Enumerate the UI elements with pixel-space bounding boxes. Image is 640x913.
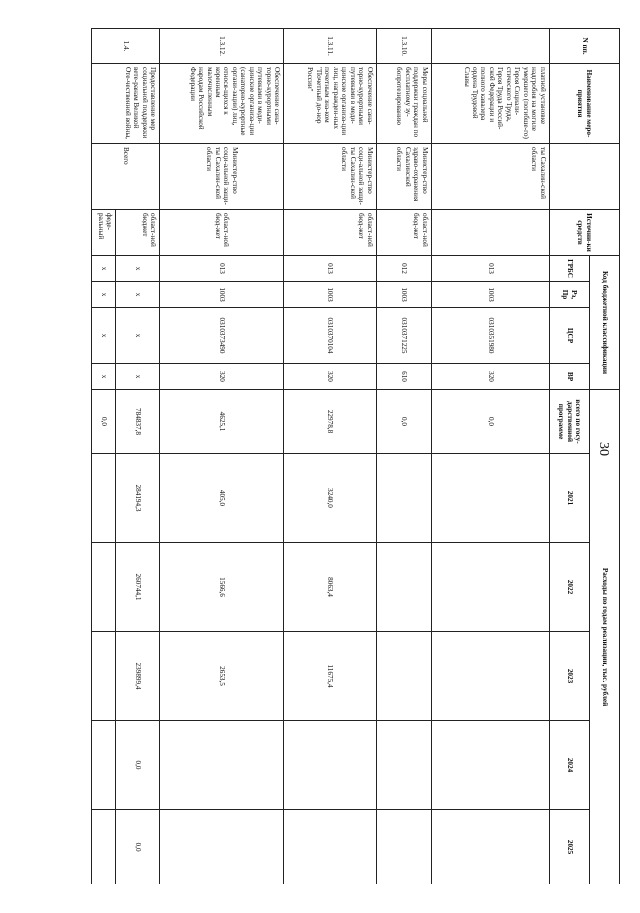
row-csr: 0310370104 bbox=[284, 308, 376, 364]
budget-code-header: Код бюджетной классификации bbox=[589, 256, 619, 390]
row-2021 bbox=[92, 454, 116, 543]
row-2025 bbox=[376, 810, 431, 884]
row-2021: 405,0 bbox=[160, 454, 284, 543]
row-name: Предоставление мер социальной поддержки вете-ранам Великой Оте-чественной войны, bbox=[92, 64, 160, 144]
row-source: област-ной бюд-жет bbox=[160, 210, 284, 256]
row-2025 bbox=[284, 810, 376, 884]
row-total: 0,0 bbox=[92, 390, 116, 454]
row-2025 bbox=[160, 810, 284, 884]
table-row bbox=[116, 29, 160, 885]
row-vr: х bbox=[92, 364, 116, 390]
row-grbs: 012 bbox=[376, 256, 431, 282]
row-grbs: 013 bbox=[431, 256, 549, 282]
header-row-1 bbox=[589, 29, 619, 885]
row-executor: Всего bbox=[92, 144, 160, 210]
row-total: 4625,1 bbox=[160, 390, 284, 454]
row-rzpr: 1003 bbox=[431, 282, 549, 308]
row-rzpr: х bbox=[116, 282, 160, 308]
row-num: 1.3.12. bbox=[160, 29, 284, 64]
row-vr: 610 bbox=[376, 364, 431, 390]
table-row bbox=[376, 29, 431, 885]
row-num: 1.3.10. bbox=[376, 29, 431, 64]
budget-table bbox=[91, 28, 620, 884]
row-total: 784837,8 bbox=[116, 390, 160, 454]
row-grbs: 013 bbox=[284, 256, 376, 282]
row-2024 bbox=[376, 721, 431, 810]
col-2022-header: 2022 bbox=[549, 543, 589, 632]
row-name: Меры социальной поддержки граждан по бесплатному зу-бопротезированию bbox=[376, 64, 431, 144]
row-2022: 260744,1 bbox=[116, 543, 160, 632]
row-2023 bbox=[431, 632, 549, 721]
row-csr: 0310371225 bbox=[376, 308, 431, 364]
row-2023: 2653,5 bbox=[160, 632, 284, 721]
row-vr: 320 bbox=[431, 364, 549, 390]
col-name-header: Наименование меро-приятия bbox=[549, 64, 619, 144]
row-vr: 320 bbox=[160, 364, 284, 390]
row-2023: 11675,4 bbox=[284, 632, 376, 721]
row-2023 bbox=[376, 632, 431, 721]
row-2022 bbox=[376, 543, 431, 632]
row-2022 bbox=[431, 543, 549, 632]
row-name: Обеспечение сана-торно-курортными путевками в меди-цинские организа-ции лиц, награжден-ных почетным зна-ком "Почетный до-нор России" bbox=[284, 64, 376, 144]
row-2024 bbox=[431, 721, 549, 810]
row-total: 22978,8 bbox=[284, 390, 376, 454]
row-csr: 0310351980 bbox=[431, 308, 549, 364]
col-num-header: N пп. bbox=[549, 29, 619, 64]
col-csr-header: ЦСР bbox=[549, 308, 589, 364]
row-2023: 239899,4 bbox=[116, 632, 160, 721]
row-executor: Министер-ство соци-альной защи-ты Сахалин-ской области bbox=[284, 144, 376, 210]
row-csr: х bbox=[92, 308, 116, 364]
row-executor: ты Сахалин-ской области bbox=[431, 144, 549, 210]
row-2022: 1566,6 bbox=[160, 543, 284, 632]
row-name: Обеспечение сана-торно-курортными путевками в меди-цинские организа-ции (санаторно-курортные органи-зации) лиц, относя-щихся к коренным малочисленным народам Российской Федерации bbox=[160, 64, 284, 144]
row-2021 bbox=[376, 454, 431, 543]
col-source-header: Источни-ки средств bbox=[549, 210, 619, 256]
row-2025 bbox=[92, 810, 116, 884]
row-num: 1.4. bbox=[92, 29, 160, 64]
row-2024 bbox=[160, 721, 284, 810]
row-2025: 0,0 bbox=[116, 810, 160, 884]
row-2021: 3240,0 bbox=[284, 454, 376, 543]
row-2023 bbox=[92, 632, 116, 721]
row-source: феде-ральный bbox=[92, 210, 116, 256]
row-num: 1.3.11. bbox=[284, 29, 376, 64]
col-executor-header bbox=[549, 144, 619, 210]
row-num bbox=[431, 29, 549, 64]
row-grbs: 013 bbox=[160, 256, 284, 282]
row-source: област-ной бюд-жет bbox=[376, 210, 431, 256]
expenses-header: Расходы по годам реализации, тыс. рублей bbox=[589, 390, 619, 884]
row-source: област-ной бюджет bbox=[116, 210, 160, 256]
rotated-table-wrapper bbox=[91, 28, 620, 884]
col-2024-header: 2024 bbox=[549, 721, 589, 810]
row-executor: Министер-ство соци-альной защи-ты Сахалин-ской области bbox=[160, 144, 284, 210]
row-rzpr: 1003 bbox=[376, 282, 431, 308]
row-executor: Министер-ство здраво-охранения Сахалинской области bbox=[376, 144, 431, 210]
row-2024: 0,0 bbox=[116, 721, 160, 810]
table-row bbox=[431, 29, 549, 885]
table-row bbox=[284, 29, 376, 885]
row-source bbox=[431, 210, 549, 256]
col-2023-header: 2023 bbox=[549, 632, 589, 721]
col-vr-header: ВР bbox=[549, 364, 589, 390]
row-source: област-ной бюд-жет bbox=[284, 210, 376, 256]
col-grbs-header: ГРБС bbox=[549, 256, 589, 282]
col-total-header: всего по госу-дарственной программе bbox=[549, 390, 589, 454]
row-total: 0,0 bbox=[431, 390, 549, 454]
row-total: 0,0 bbox=[376, 390, 431, 454]
row-2024 bbox=[92, 721, 116, 810]
row-rzpr: 1003 bbox=[284, 282, 376, 308]
row-rzpr: 1003 bbox=[160, 282, 284, 308]
row-2024 bbox=[284, 721, 376, 810]
row-name: платной установке надгробия на могиле умершего (погибше-го) Героя Социали-стического Труда, Героя Труда Россий-ской Федерации и полного кавалера ордена Трудовой Славы bbox=[431, 64, 549, 144]
col-rzpr-header: Рз, Пр bbox=[549, 282, 589, 308]
col-2025-header: 2025 bbox=[549, 810, 589, 884]
row-vr: 320 bbox=[284, 364, 376, 390]
col-2021-header: 2021 bbox=[549, 454, 589, 543]
table-row bbox=[160, 29, 284, 885]
row-vr: х bbox=[116, 364, 160, 390]
row-grbs: х bbox=[116, 256, 160, 282]
row-2021: 284194,3 bbox=[116, 454, 160, 543]
row-grbs: х bbox=[92, 256, 116, 282]
row-csr: х bbox=[116, 308, 160, 364]
row-2025 bbox=[431, 810, 549, 884]
row-2022: 8063,4 bbox=[284, 543, 376, 632]
row-rzpr: х bbox=[92, 282, 116, 308]
row-csr: 0310373490 bbox=[160, 308, 284, 364]
page-number: 30 bbox=[596, 442, 611, 456]
row-2022 bbox=[92, 543, 116, 632]
row-2021 bbox=[431, 454, 549, 543]
